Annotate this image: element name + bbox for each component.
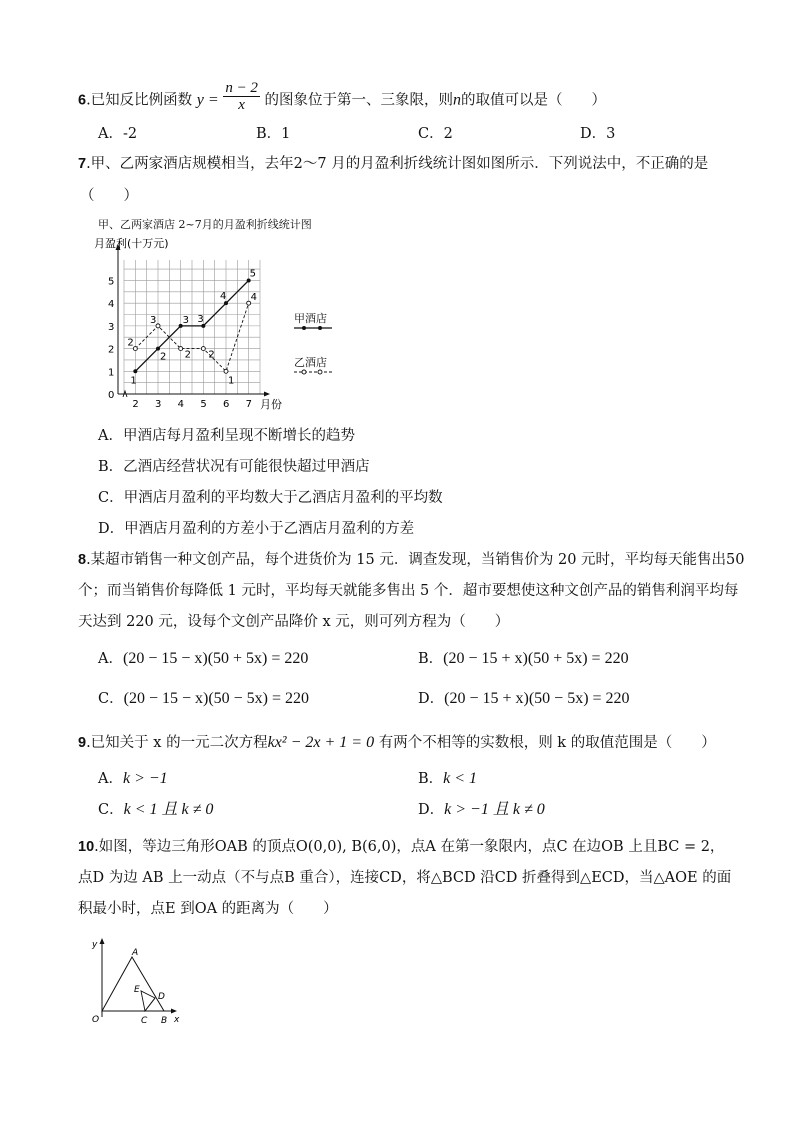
figure-label-a: A [132, 948, 139, 958]
q6-option-d: D．3 [580, 126, 616, 142]
q9-option-a: A．k > −1 [98, 770, 168, 787]
q6-number: 6 [78, 92, 87, 109]
q8-option-d: D．(20 − 15 + x)(50 − 5x) = 220 [418, 690, 630, 707]
x-tick-label: 6 [223, 399, 230, 410]
q9-option-d: D．k > −1 且 k ≠ 0 [418, 801, 545, 818]
q10-stem-line2: 点D 为边 AB 上一动点（不与点B 重合），连接CD，将△BCD 沿CD 折叠得到△ECD，当△AOE 的面 [78, 870, 732, 886]
chart-title: 甲、乙两家酒店 2~7月的月盈利折线统计图 [98, 218, 312, 231]
figure-label-b: B [161, 1016, 168, 1026]
q7-stem-line2: （ ） [80, 188, 138, 204]
x-tick-label: 2 [132, 399, 139, 410]
q9-stem: 9.已知关于 x 的一元二次方程kx² − 2x + 1 = 0 有两个不相等的实数根，则 k 的取值范围是（ ） [78, 734, 716, 751]
y-tick-label: 5 [108, 276, 115, 288]
q8-option-b: B．(20 − 15 + x)(50 + 5x) = 220 [418, 650, 629, 667]
data-label-1: 3 [150, 314, 157, 326]
series-point-1 [201, 347, 205, 351]
q10-stem-line1: 10.如图，等边三角形OAB 的顶点O(0,0), B(6,0)，点A 在第一象限内，点C 在边OB 上且BC = 2， [78, 839, 725, 855]
figure-x-arrow [171, 1009, 177, 1014]
y-tick-label: 0 [108, 390, 115, 401]
chart-legend [290, 310, 350, 380]
chart-x-axis-label: 月份 [260, 398, 282, 411]
chart-y-axis-label: 月盈利(十万元) [94, 237, 169, 250]
x-axis-arrow [264, 392, 270, 397]
q7-option-d: D．甲酒店月盈利的方差小于乙酒店月盈利的方差 [98, 521, 415, 537]
q10-stem-line3: 积最小时，点E 到OA 的距离为（ ） [78, 901, 338, 917]
figure-label-e: E [134, 985, 140, 995]
y-tick-label: 4 [108, 299, 115, 311]
q9-number: 9 [78, 735, 87, 751]
x-tick-label: 5 [200, 399, 207, 410]
series-point-1 [179, 347, 183, 351]
figure-label-o: O [92, 1015, 100, 1025]
q8-option-a: A．(20 − 15 − x)(50 + 5x) = 220 [98, 650, 309, 667]
data-label-1: 4 [250, 292, 258, 304]
legend-line-jia [292, 323, 336, 333]
chart-grid [124, 260, 260, 394]
figure-label-c: C [141, 1016, 148, 1026]
x-tick-label: 4 [177, 399, 185, 410]
figure-y-arrow [100, 938, 105, 944]
data-label-0: 4 [220, 291, 227, 303]
q6-option-c: C．2 [418, 126, 453, 142]
q9-option-c: C．k < 1 且 k ≠ 0 [98, 801, 214, 818]
y-tick-label: 1 [108, 367, 115, 379]
q7-option-a: A．甲酒店每月盈利呈现不断增长的趋势 [98, 428, 355, 444]
data-label-1: 2 [184, 349, 192, 361]
q8-stem-line2: 个；而当销售价每降低 1 元时，平均每天就能多售出 5 个．超市要想使这种文创产品的销售利润平均每 [78, 583, 739, 599]
y-tick-label: 2 [108, 344, 115, 356]
q6-option-b: B．1 [256, 126, 291, 142]
figure-label-x: x [174, 1015, 180, 1025]
q10-number: 10 [78, 839, 95, 855]
series-point-1 [224, 369, 228, 373]
series-point-0 [156, 347, 160, 351]
legend-label-jia: 甲酒店 [294, 312, 327, 325]
figure-label-d: D [158, 992, 165, 1002]
segment-ec [145, 998, 155, 1011]
q7-option-b: B．乙酒店经营状况有可能很快超过甲酒店 [98, 459, 370, 475]
data-label-0: 3 [182, 314, 190, 326]
series-point-0 [133, 369, 137, 373]
series-point-1 [133, 347, 137, 351]
q8-stem-line1: 8.某超市销售一种文创产品，每个进货价为 15 元．调查发现，当销售价为 20 元时，平均每天能售出50 [78, 552, 745, 568]
q7-option-c: C．甲酒店月盈利的平均数大于乙酒店月盈利的平均数 [98, 490, 443, 506]
data-label-1: 2 [208, 349, 215, 361]
q8-option-c: C．(20 − 15 − x)(50 − 5x) = 220 [98, 690, 310, 707]
q8-number: 8 [78, 552, 87, 568]
data-label-0: 3 [197, 313, 204, 325]
q6-option-a: A．-2 [98, 126, 138, 142]
q8-stem-line3: 天达到 220 元，设每个文创产品降价 x 元，则可列方程为（ ） [78, 614, 510, 630]
x-tick-label: 7 [245, 399, 253, 410]
data-label-0: 5 [249, 268, 257, 280]
legend-label-yi: 乙酒店 [294, 356, 327, 369]
q9-option-b: B．k < 1 [418, 770, 478, 787]
triangle-oab [102, 957, 164, 1011]
data-label-1: 1 [228, 375, 235, 387]
q7-number: 7 [78, 156, 87, 172]
y-tick-label: 3 [108, 321, 115, 333]
q7-stem-line1: 7.甲、乙两家酒店规模相当，去年2～7 月的月盈利折线统计图如图所示．下列说法中，不正确的是 [78, 156, 709, 172]
triangle-figure [88, 935, 188, 1027]
legend-line-yi [292, 367, 336, 377]
chart-axes [116, 244, 271, 397]
data-label-0: 2 [160, 351, 167, 363]
data-label-0: 1 [130, 375, 137, 387]
figure-label-y: y [92, 940, 98, 950]
x-tick-label: 3 [155, 399, 162, 410]
series-point-1 [156, 324, 160, 328]
data-label-1: 2 [127, 337, 134, 349]
q6-fraction: $\frac{n - 2}{x}$ [225, 80, 258, 113]
q6-stem: 6.已知反比例函数 y = $\frac{n - 2}{x}$ 的图象位于第一、三象限，则n的取值可以是（ ） [78, 80, 607, 113]
